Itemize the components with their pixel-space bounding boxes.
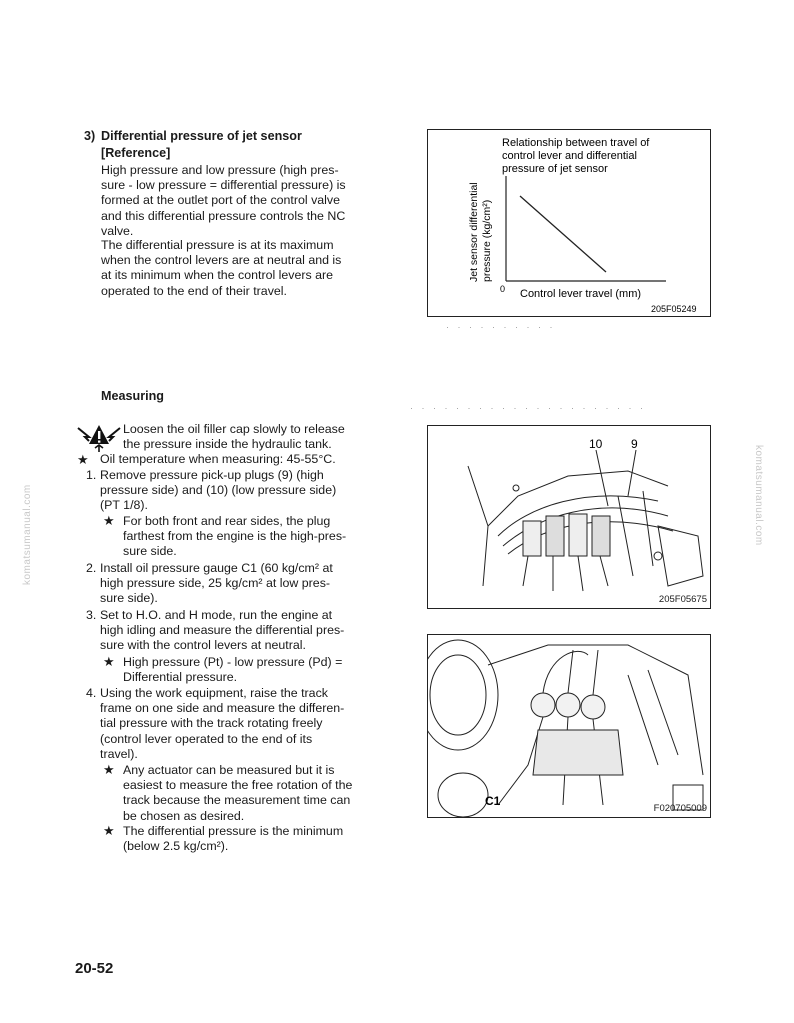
step-number: 4. (86, 686, 97, 700)
step-line: Remove pressure pick-up plugs (9) (high (100, 468, 324, 482)
step-3 (86, 608, 386, 654)
note-line: (below 2.5 kg/cm²). (123, 839, 229, 854)
star-icon: ★ (77, 452, 89, 467)
note-line: easiest to measure the free rotation of the (123, 778, 353, 793)
graph-ylabel (468, 182, 493, 282)
step-1-note (123, 514, 383, 560)
step-line: Set to H.O. and H mode, run the engine at (100, 608, 333, 622)
para-line: operated to the end of their travel. (101, 283, 287, 298)
star-icon: ★ (103, 823, 115, 838)
callout-10: 10 (589, 437, 603, 451)
star-icon: ★ (103, 654, 115, 669)
step-number: 2. (86, 561, 97, 575)
graph-xlabel: Control lever travel (mm) (520, 288, 642, 300)
section-number: 3) (84, 129, 96, 143)
note-line: The differential pressure is the minimum (123, 824, 344, 838)
step-line: Using the work equipment, raise the track (100, 686, 328, 700)
figure-gauge-c1-drawing (428, 635, 710, 817)
step-line: high idling and measure the differential pres- (100, 623, 345, 638)
para-line: when the control levers are at neutral and is (101, 253, 342, 268)
step-2 (86, 561, 386, 607)
graph-ylabel-line: Jet sensor differential (468, 182, 480, 282)
graph-series-line (520, 196, 606, 272)
graph-origin: 0 (500, 284, 506, 294)
note-line: Differential pressure. (123, 670, 238, 685)
section-para-2 (101, 238, 381, 299)
warning-text (123, 422, 383, 452)
para-line: The differential pressure is at its maximum (101, 238, 334, 252)
watermark-right: komatsumanual.com (753, 445, 764, 546)
warning-line: the pressure inside the hydraulic tank. (123, 437, 332, 452)
note-line: Any actuator can be measured but it is (123, 763, 335, 777)
para-line: and this differential pressure controls the NC (101, 208, 346, 223)
step-number: 1. (86, 468, 97, 482)
step-line: (control lever operated to the end of its (100, 731, 313, 746)
step-3-note (123, 655, 383, 685)
note-line: farthest from the engine is the high-pres- (123, 529, 347, 544)
step-line: sure with the control levers at neutral. (100, 638, 306, 653)
graph-code: 205F05249 (651, 304, 697, 314)
graph-figure (427, 129, 711, 317)
graph-svg (428, 130, 710, 316)
step-line: (PT 1/8). (100, 498, 148, 513)
step-line: high pressure side, 25 kg/cm² at low pres- (100, 576, 331, 591)
note-line: sure side. (123, 544, 177, 559)
graph-ylabel-line: pressure (kg/cm²) (481, 199, 493, 282)
graph-title-line: pressure of jet sensor (502, 163, 608, 175)
note-line: High pressure (Pt) - low pressure (Pd) = (123, 655, 343, 669)
para-line: sure - low pressure = differential pressure) is (101, 178, 346, 193)
note-line: be chosen as desired. (123, 808, 245, 823)
figure-pressure-plugs (427, 425, 711, 609)
page-number: 20-52 (75, 960, 114, 977)
para-line: at its minimum when the control levers are (101, 268, 334, 283)
callout-9: 9 (631, 437, 638, 451)
star-icon: ★ (103, 762, 115, 777)
para-line: valve. (101, 223, 134, 238)
step-line: pressure side) and (10) (low pressure side) (100, 483, 337, 498)
para-line: formed at the outlet port of the control valve (101, 193, 340, 208)
step-1 (86, 468, 386, 514)
oil-temperature: Oil temperature when measuring: 45-55°C. (100, 452, 336, 466)
step-4 (86, 686, 386, 762)
graph-title-line: control lever and differential (502, 150, 637, 162)
note-line: For both front and rear sides, the plug (123, 514, 331, 528)
scan-artifact: · · · · · · · · · · (446, 322, 556, 332)
callout-c1: C1 (485, 794, 501, 808)
star-icon: ★ (103, 513, 115, 528)
figure-code: 205F05675 (658, 594, 707, 605)
warning-line: Loosen the oil filler cap slowly to release (123, 422, 345, 436)
step-line: Install oil pressure gauge C1 (60 kg/cm² at (100, 561, 333, 575)
step-line: sure side). (100, 591, 158, 606)
step-number: 3. (86, 608, 97, 622)
watermark-left: komatsumanual.com (22, 484, 33, 585)
graph-title-line: Relationship between travel of (502, 137, 650, 149)
figure-gauge-c1 (427, 634, 711, 818)
step-line: travel). (100, 746, 138, 761)
step-4-note-1 (123, 763, 383, 824)
figure-pressure-plugs-drawing (428, 426, 710, 608)
step-4-note-2 (123, 824, 383, 854)
note-line: track because the measurement time can (123, 793, 351, 808)
section-title: Differential pressure of jet sensor (101, 129, 302, 143)
step-line: frame on one side and measure the differen- (100, 701, 345, 716)
figure-code: F020705009 (653, 803, 707, 814)
section-para-1 (101, 163, 381, 239)
warning-icon (76, 421, 122, 453)
para-line: High pressure and low pressure (high pres- (101, 163, 339, 177)
scan-artifact: · · · · · · · · · · · · · · · · · · · · · (410, 403, 646, 413)
reference-label: [Reference] (101, 146, 171, 160)
measuring-heading: Measuring (101, 389, 164, 403)
step-line: tial pressure with the track rotating freely (100, 716, 323, 731)
